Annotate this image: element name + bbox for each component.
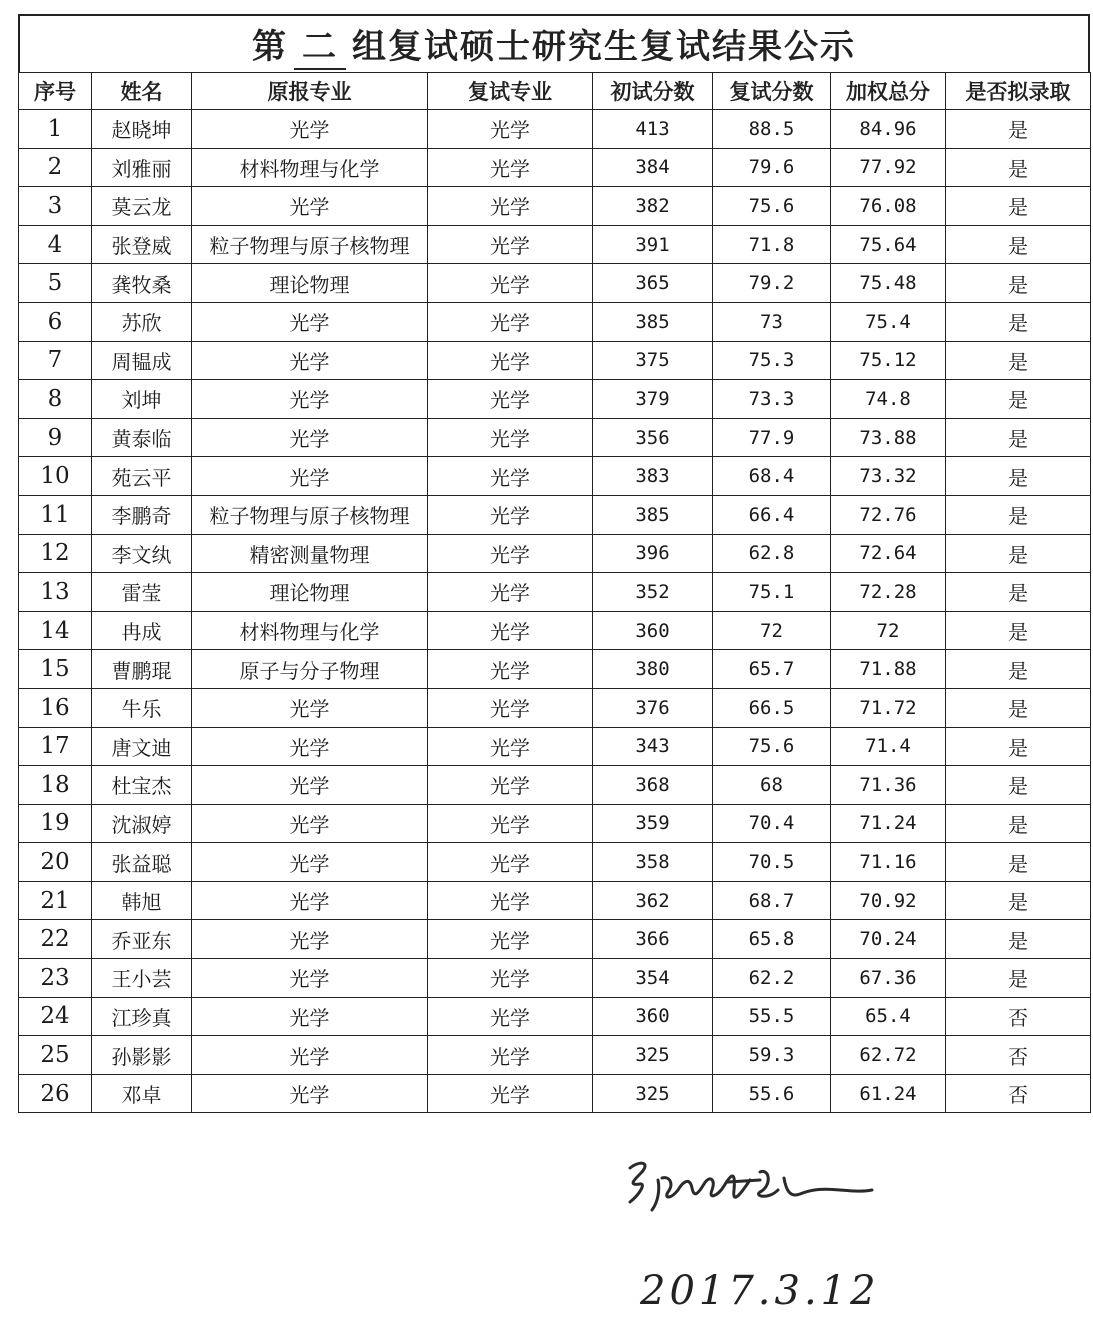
table-row (19, 457, 1091, 496)
cell-admission: 是 (946, 881, 1091, 920)
cell-retest-score: 72 (713, 611, 831, 650)
cell-weighted-total: 61.24 (831, 1074, 946, 1113)
cell-original-major: 理论物理 (192, 573, 428, 612)
cell-name: 苑云平 (92, 457, 192, 496)
cell-name: 苏欣 (92, 302, 192, 341)
cell-name: 张益聪 (92, 843, 192, 882)
cell-retest-score: 70.4 (713, 804, 831, 843)
column-header-original-major: 原报专业 (192, 73, 428, 110)
cell-name: 乔亚东 (92, 920, 192, 959)
cell-original-major: 光学 (192, 380, 428, 419)
cell-retest-score: 55.6 (713, 1074, 831, 1113)
table-row (19, 1074, 1091, 1113)
cell-initial-score: 362 (593, 881, 713, 920)
cell-original-major: 原子与分子物理 (192, 650, 428, 689)
cell-retest-score: 66.4 (713, 495, 831, 534)
cell-original-major: 光学 (192, 920, 428, 959)
cell-retest-score: 75.1 (713, 573, 831, 612)
cell-index: 14 (19, 611, 92, 650)
table-row (19, 341, 1091, 380)
cell-weighted-total: 71.72 (831, 688, 946, 727)
cell-original-major: 光学 (192, 457, 428, 496)
cell-admission: 是 (946, 495, 1091, 534)
cell-index: 2 (19, 148, 92, 187)
cell-admission: 是 (946, 187, 1091, 226)
cell-admission: 是 (946, 959, 1091, 998)
cell-name: 龚牧桑 (92, 264, 192, 303)
cell-initial-score: 368 (593, 766, 713, 805)
cell-name: 王小芸 (92, 959, 192, 998)
column-header-weighted-total: 加权总分 (831, 73, 946, 110)
cell-weighted-total: 72.28 (831, 573, 946, 612)
cell-retest-score: 79.6 (713, 148, 831, 187)
cell-weighted-total: 71.88 (831, 650, 946, 689)
cell-initial-score: 385 (593, 302, 713, 341)
cell-original-major: 光学 (192, 187, 428, 226)
cell-weighted-total: 72 (831, 611, 946, 650)
table-row (19, 843, 1091, 882)
cell-retest-score: 88.5 (713, 110, 831, 149)
cell-retest-major: 光学 (428, 611, 593, 650)
cell-retest-score: 71.8 (713, 225, 831, 264)
column-header-retest-score: 复试分数 (713, 73, 831, 110)
cell-admission: 是 (946, 573, 1091, 612)
cell-weighted-total: 73.88 (831, 418, 946, 457)
cell-index: 9 (19, 418, 92, 457)
cell-original-major: 精密测量物理 (192, 534, 428, 573)
cell-admission: 是 (946, 727, 1091, 766)
cell-retest-major: 光学 (428, 264, 593, 303)
table-row (19, 650, 1091, 689)
table-row (19, 418, 1091, 457)
cell-retest-major: 光学 (428, 959, 593, 998)
cell-initial-score: 384 (593, 148, 713, 187)
cell-admission: 是 (946, 688, 1091, 727)
cell-retest-score: 75.3 (713, 341, 831, 380)
cell-retest-major: 光学 (428, 380, 593, 419)
cell-retest-score: 55.5 (713, 997, 831, 1036)
cell-retest-major: 光学 (428, 1036, 593, 1075)
title-group-number: 二 (294, 19, 346, 70)
cell-weighted-total: 62.72 (831, 1036, 946, 1075)
cell-weighted-total: 67.36 (831, 959, 946, 998)
cell-name: 莫云龙 (92, 187, 192, 226)
cell-retest-major: 光学 (428, 148, 593, 187)
cell-original-major: 光学 (192, 727, 428, 766)
cell-index: 20 (19, 843, 92, 882)
cell-weighted-total: 75.4 (831, 302, 946, 341)
cell-index: 5 (19, 264, 92, 303)
cell-retest-major: 光学 (428, 766, 593, 805)
results-table (18, 72, 1091, 1113)
cell-original-major: 光学 (192, 110, 428, 149)
cell-weighted-total: 75.64 (831, 225, 946, 264)
cell-admission: 是 (946, 225, 1091, 264)
cell-admission: 是 (946, 766, 1091, 805)
cell-index: 19 (19, 804, 92, 843)
cell-admission: 是 (946, 843, 1091, 882)
cell-retest-major: 光学 (428, 727, 593, 766)
cell-retest-major: 光学 (428, 650, 593, 689)
cell-retest-score: 62.2 (713, 959, 831, 998)
cell-initial-score: 382 (593, 187, 713, 226)
column-header-admission: 是否拟录取 (946, 73, 1091, 110)
column-header-initial-score: 初试分数 (593, 73, 713, 110)
cell-index: 26 (19, 1074, 92, 1113)
cell-original-major: 光学 (192, 804, 428, 843)
table-row (19, 997, 1091, 1036)
cell-initial-score: 391 (593, 225, 713, 264)
cell-admission: 是 (946, 457, 1091, 496)
cell-initial-score: 325 (593, 1036, 713, 1075)
cell-weighted-total: 76.08 (831, 187, 946, 226)
cell-initial-score: 379 (593, 380, 713, 419)
cell-index: 25 (19, 1036, 92, 1075)
page-title (252, 19, 856, 70)
cell-name: 邓卓 (92, 1074, 192, 1113)
cell-name: 雷莹 (92, 573, 192, 612)
table-body (19, 110, 1091, 1113)
table-row (19, 380, 1091, 419)
cell-name: 黄泰临 (92, 418, 192, 457)
cell-admission: 是 (946, 302, 1091, 341)
cell-weighted-total: 75.48 (831, 264, 946, 303)
cell-retest-major: 光学 (428, 341, 593, 380)
cell-weighted-total: 71.4 (831, 727, 946, 766)
cell-initial-score: 380 (593, 650, 713, 689)
cell-admission: 是 (946, 534, 1091, 573)
cell-admission: 是 (946, 264, 1091, 303)
cell-original-major: 光学 (192, 843, 428, 882)
cell-retest-major: 光学 (428, 688, 593, 727)
table-row (19, 920, 1091, 959)
cell-retest-score: 73.3 (713, 380, 831, 419)
cell-original-major: 材料物理与化学 (192, 148, 428, 187)
cell-admission: 否 (946, 1036, 1091, 1075)
cell-name: 韩旭 (92, 881, 192, 920)
cell-name: 周韫成 (92, 341, 192, 380)
table-row (19, 264, 1091, 303)
cell-name: 牛乐 (92, 688, 192, 727)
cell-initial-score: 413 (593, 110, 713, 149)
cell-index: 6 (19, 302, 92, 341)
cell-initial-score: 375 (593, 341, 713, 380)
cell-retest-score: 68.4 (713, 457, 831, 496)
table-row (19, 534, 1091, 573)
cell-name: 李鹏奇 (92, 495, 192, 534)
cell-index: 21 (19, 881, 92, 920)
cell-original-major: 光学 (192, 302, 428, 341)
cell-admission: 是 (946, 148, 1091, 187)
cell-index: 12 (19, 534, 92, 573)
cell-weighted-total: 84.96 (831, 110, 946, 149)
cell-weighted-total: 70.24 (831, 920, 946, 959)
cell-admission: 是 (946, 341, 1091, 380)
cell-weighted-total: 74.8 (831, 380, 946, 419)
cell-retest-score: 59.3 (713, 1036, 831, 1075)
cell-weighted-total: 72.76 (831, 495, 946, 534)
cell-retest-major: 光学 (428, 110, 593, 149)
cell-original-major: 光学 (192, 997, 428, 1036)
table-row (19, 187, 1091, 226)
cell-name: 曹鹏琨 (92, 650, 192, 689)
cell-retest-score: 75.6 (713, 727, 831, 766)
cell-original-major: 理论物理 (192, 264, 428, 303)
cell-index: 24 (19, 997, 92, 1036)
cell-weighted-total: 65.4 (831, 997, 946, 1036)
table-row (19, 804, 1091, 843)
cell-name: 刘坤 (92, 380, 192, 419)
cell-initial-score: 376 (593, 688, 713, 727)
cell-retest-major: 光学 (428, 573, 593, 612)
cell-weighted-total: 72.64 (831, 534, 946, 573)
cell-original-major: 光学 (192, 418, 428, 457)
cell-retest-score: 68.7 (713, 881, 831, 920)
cell-retest-score: 70.5 (713, 843, 831, 882)
cell-retest-major: 光学 (428, 881, 593, 920)
cell-index: 8 (19, 380, 92, 419)
cell-index: 13 (19, 573, 92, 612)
cell-initial-score: 396 (593, 534, 713, 573)
table-row (19, 727, 1091, 766)
cell-name: 冉成 (92, 611, 192, 650)
cell-name: 沈淑婷 (92, 804, 192, 843)
cell-index: 1 (19, 110, 92, 149)
handwritten-signature (600, 1150, 900, 1220)
cell-original-major: 光学 (192, 688, 428, 727)
title-bar (18, 14, 1090, 72)
cell-admission: 是 (946, 650, 1091, 689)
cell-retest-score: 62.8 (713, 534, 831, 573)
cell-admission: 是 (946, 920, 1091, 959)
cell-index: 23 (19, 959, 92, 998)
cell-retest-score: 65.8 (713, 920, 831, 959)
cell-initial-score: 352 (593, 573, 713, 612)
cell-initial-score: 359 (593, 804, 713, 843)
cell-retest-score: 68 (713, 766, 831, 805)
cell-original-major: 光学 (192, 1036, 428, 1075)
cell-initial-score: 383 (593, 457, 713, 496)
cell-initial-score: 343 (593, 727, 713, 766)
table-row (19, 688, 1091, 727)
cell-index: 11 (19, 495, 92, 534)
cell-name: 李文纨 (92, 534, 192, 573)
cell-retest-major: 光学 (428, 997, 593, 1036)
cell-original-major: 粒子物理与原子核物理 (192, 495, 428, 534)
cell-admission: 是 (946, 611, 1091, 650)
cell-admission: 是 (946, 418, 1091, 457)
cell-retest-major: 光学 (428, 534, 593, 573)
date: 2017.3.12 (640, 1268, 880, 1314)
results-sheet (18, 14, 1090, 1113)
cell-name: 刘雅丽 (92, 148, 192, 187)
cell-retest-major: 光学 (428, 1074, 593, 1113)
cell-admission: 是 (946, 380, 1091, 419)
cell-retest-major: 光学 (428, 495, 593, 534)
cell-name: 江珍真 (92, 997, 192, 1036)
cell-admission: 是 (946, 110, 1091, 149)
cell-retest-major: 光学 (428, 225, 593, 264)
cell-initial-score: 385 (593, 495, 713, 534)
cell-name: 张登威 (92, 225, 192, 264)
cell-index: 4 (19, 225, 92, 264)
header-row (19, 73, 1091, 110)
cell-retest-major: 光学 (428, 457, 593, 496)
cell-name: 孙影影 (92, 1036, 192, 1075)
cell-retest-major: 光学 (428, 920, 593, 959)
cell-weighted-total: 70.92 (831, 881, 946, 920)
cell-name: 赵晓坤 (92, 110, 192, 149)
title-suffix: 组复试硕士研究生复试结果公示 (352, 26, 856, 67)
cell-index: 15 (19, 650, 92, 689)
cell-original-major: 光学 (192, 881, 428, 920)
table-row (19, 495, 1091, 534)
cell-retest-major: 光学 (428, 302, 593, 341)
cell-index: 3 (19, 187, 92, 226)
cell-name: 杜宝杰 (92, 766, 192, 805)
cell-initial-score: 365 (593, 264, 713, 303)
table-row (19, 110, 1091, 149)
column-header-index: 序号 (19, 73, 92, 110)
cell-weighted-total: 73.32 (831, 457, 946, 496)
cell-retest-score: 66.5 (713, 688, 831, 727)
cell-original-major: 光学 (192, 1074, 428, 1113)
cell-initial-score: 354 (593, 959, 713, 998)
table-row (19, 959, 1091, 998)
cell-admission: 否 (946, 997, 1091, 1036)
cell-index: 22 (19, 920, 92, 959)
table-row (19, 881, 1091, 920)
cell-index: 18 (19, 766, 92, 805)
cell-retest-major: 光学 (428, 843, 593, 882)
table-row (19, 611, 1091, 650)
cell-retest-score: 73 (713, 302, 831, 341)
table-row (19, 766, 1091, 805)
cell-original-major: 光学 (192, 959, 428, 998)
cell-original-major: 粒子物理与原子核物理 (192, 225, 428, 264)
cell-weighted-total: 77.92 (831, 148, 946, 187)
cell-retest-score: 77.9 (713, 418, 831, 457)
title-prefix: 第 (252, 26, 288, 67)
cell-admission: 是 (946, 804, 1091, 843)
cell-index: 10 (19, 457, 92, 496)
cell-initial-score: 358 (593, 843, 713, 882)
table-row (19, 1036, 1091, 1075)
cell-retest-major: 光学 (428, 187, 593, 226)
cell-retest-major: 光学 (428, 418, 593, 457)
cell-initial-score: 356 (593, 418, 713, 457)
cell-original-major: 材料物理与化学 (192, 611, 428, 650)
cell-initial-score: 325 (593, 1074, 713, 1113)
cell-weighted-total: 71.16 (831, 843, 946, 882)
cell-original-major: 光学 (192, 341, 428, 380)
table-row (19, 225, 1091, 264)
cell-retest-score: 79.2 (713, 264, 831, 303)
cell-retest-major: 光学 (428, 804, 593, 843)
table-row (19, 148, 1091, 187)
cell-index: 7 (19, 341, 92, 380)
table-row (19, 573, 1091, 612)
cell-initial-score: 360 (593, 611, 713, 650)
cell-admission: 否 (946, 1074, 1091, 1113)
column-header-retest-major: 复试专业 (428, 73, 593, 110)
cell-index: 17 (19, 727, 92, 766)
table-row (19, 302, 1091, 341)
cell-weighted-total: 71.24 (831, 804, 946, 843)
cell-weighted-total: 71.36 (831, 766, 946, 805)
cell-index: 16 (19, 688, 92, 727)
cell-initial-score: 366 (593, 920, 713, 959)
cell-weighted-total: 75.12 (831, 341, 946, 380)
column-header-name: 姓名 (92, 73, 192, 110)
cell-initial-score: 360 (593, 997, 713, 1036)
cell-retest-score: 65.7 (713, 650, 831, 689)
cell-original-major: 光学 (192, 766, 428, 805)
cell-retest-score: 75.6 (713, 187, 831, 226)
cell-name: 唐文迪 (92, 727, 192, 766)
